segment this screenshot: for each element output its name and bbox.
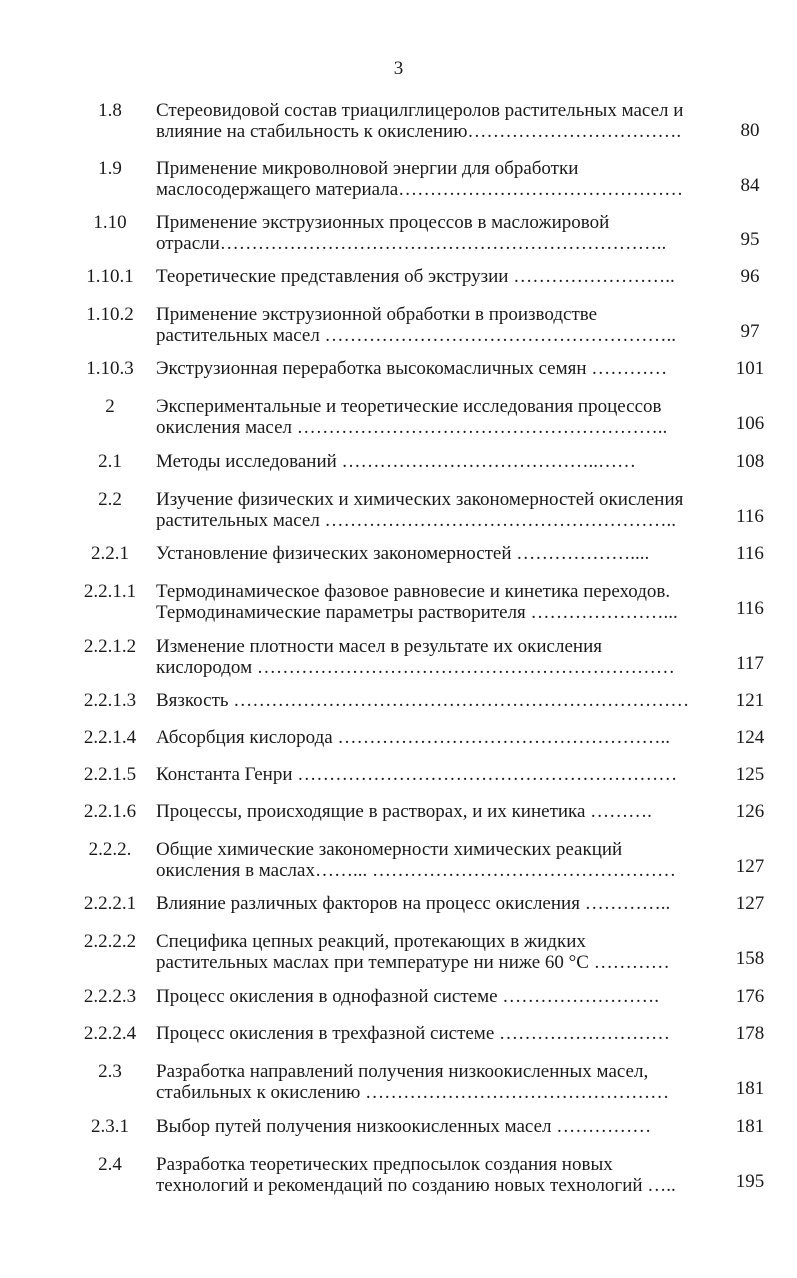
toc-entry-title bbox=[156, 304, 716, 346]
toc-entry-page: 181 bbox=[735, 1078, 765, 1099]
toc-entry-title bbox=[156, 801, 716, 822]
toc-entry-number: 2.2 bbox=[98, 489, 122, 510]
toc-entry-title-line: Методы исследований …………………………………..…… bbox=[156, 451, 637, 472]
toc-entry-title-line: Разработка теоретических предпосылок создания новых bbox=[156, 1154, 613, 1175]
toc-entry-page: 127 bbox=[735, 856, 765, 877]
toc-entry-title-line: Теоретические представления об экструзии …………………….. bbox=[156, 266, 675, 287]
toc-entry-title bbox=[156, 727, 716, 748]
toc-entry-number: 1.8 bbox=[98, 100, 122, 121]
toc-entry-title-line: Термодинамические параметры растворителя …………………... bbox=[156, 602, 678, 623]
toc-entry-number: 2.2.1.6 bbox=[83, 801, 137, 822]
toc-entry-page: 176 bbox=[735, 986, 765, 1007]
toc-entry-number: 2.2.1.3 bbox=[83, 690, 137, 711]
toc-entry-number: 2.4 bbox=[98, 1154, 122, 1175]
toc-entry-page: 195 bbox=[735, 1171, 765, 1192]
toc-entry-title-line: Константа Генри …………………………………………………… bbox=[156, 764, 678, 785]
toc-entry-title bbox=[156, 489, 716, 531]
toc-entry-title-line: Общие химические закономерности химических реакций bbox=[156, 839, 623, 860]
toc-entry-title-line: Изучение физических и химических закономерностей окисления bbox=[156, 489, 684, 510]
toc-entry-page: 96 bbox=[740, 266, 760, 287]
toc-entry-number: 2.2.2.4 bbox=[83, 1023, 137, 1044]
toc-entry-title bbox=[156, 931, 716, 973]
toc-entry-number: 2.1 bbox=[98, 451, 122, 472]
toc-entry-title bbox=[156, 396, 716, 438]
toc-entry-title-line: Выбор путей получения низкоокисленных масел …………… bbox=[156, 1116, 652, 1137]
toc-entry-page: 108 bbox=[735, 451, 765, 472]
toc-entry-page: 178 bbox=[735, 1023, 765, 1044]
toc-entry-number: 2.3.1 bbox=[91, 1116, 129, 1137]
toc-entry-title-line: технологий и рекомендаций по созданию новых технологий ….. bbox=[156, 1175, 676, 1196]
toc-entry-title-line: отрасли…………………………………………………………….. bbox=[156, 233, 667, 254]
toc-entry-title-line: Разработка направлений получения низкоокисленных масел, bbox=[156, 1061, 649, 1082]
toc-entry-title-line: Экструзионная переработка высокомасличных семян ………… bbox=[156, 358, 668, 379]
toc-entry-title-line: Специфика цепных реакций, протекающих в жидких bbox=[156, 931, 586, 952]
toc-entry-page: 124 bbox=[735, 727, 765, 748]
toc-entry-page: 80 bbox=[740, 120, 760, 141]
toc-entry-page: 125 bbox=[735, 764, 765, 785]
toc-entry-title-line: растительных масел ……………………………………………….. bbox=[156, 325, 677, 346]
toc-entry-page: 95 bbox=[740, 229, 760, 250]
toc-entry-title-line: окисления в маслах……... ………………………………………… bbox=[156, 860, 676, 881]
toc-entry-number: 2.2.2.1 bbox=[83, 893, 137, 914]
toc-entry-page: 126 bbox=[735, 801, 765, 822]
toc-entry-title-line: Применение микроволновой энергии для обработки bbox=[156, 158, 579, 179]
toc-entry-number: 2 bbox=[105, 396, 115, 417]
toc-entry-number: 1.10.1 bbox=[86, 266, 134, 287]
toc-entry-page: 181 bbox=[735, 1116, 765, 1137]
toc-entry-page: 116 bbox=[736, 543, 764, 564]
toc-entry-number: 2.2.1.2 bbox=[83, 636, 137, 657]
toc-entry-title bbox=[156, 543, 716, 564]
toc-entry-page: 127 bbox=[735, 893, 765, 914]
toc-entry-title bbox=[156, 1023, 716, 1044]
toc-entry-number: 2.2.1.5 bbox=[83, 764, 137, 785]
toc-entry-title bbox=[156, 100, 716, 142]
toc-entry-title bbox=[156, 690, 716, 711]
toc-entry-title-line: Процессы, происходящие в растворах, и их кинетика ………. bbox=[156, 801, 652, 822]
toc-entry-page: 101 bbox=[735, 358, 765, 379]
toc-entry-title-line: маслосодержащего материала……………………………………… bbox=[156, 179, 684, 200]
toc-entry-title-line: растительных масел ……………………………………………….. bbox=[156, 510, 677, 531]
toc-entry-title bbox=[156, 893, 716, 914]
toc-entry-title-line: Процесс окисления в однофазной системе ……………………. bbox=[156, 986, 660, 1007]
toc-entry-title bbox=[156, 839, 716, 881]
toc-entry-title bbox=[156, 158, 716, 200]
toc-entry-page: 117 bbox=[736, 653, 764, 674]
page-number: 3 bbox=[393, 58, 404, 79]
toc-entry-title-line: кислородом ………………………………………………………… bbox=[156, 657, 675, 678]
toc-entry-title bbox=[156, 451, 716, 472]
toc-entry-title-line: влияние на стабильность к окислению……………………………. bbox=[156, 121, 682, 142]
toc-entry-page: 116 bbox=[736, 506, 764, 527]
toc-entry-title-line: окисления масел ………………………………………………….. bbox=[156, 417, 668, 438]
toc-entry-number: 1.10.2 bbox=[86, 304, 134, 325]
toc-entry-title bbox=[156, 266, 716, 287]
toc-entry-title-line: Абсорбция кислорода …………………………………………….. bbox=[156, 727, 670, 748]
toc-entry-title bbox=[156, 1154, 716, 1196]
toc-entry-title-line: Изменение плотности масел в результате их окисления bbox=[156, 636, 602, 657]
toc-entry-title bbox=[156, 212, 716, 254]
toc-entry-number: 2.2.1.4 bbox=[83, 727, 137, 748]
toc-entry-number: 1.10 bbox=[93, 212, 127, 233]
toc-entry-number: 2.3 bbox=[98, 1061, 122, 1082]
toc-entry-title-line: Термодинамическое фазовое равновесие и кинетика переходов. bbox=[156, 581, 671, 602]
toc-entry-title bbox=[156, 581, 716, 623]
toc-entry-title-line: Вязкость ……………………………………………………………… bbox=[156, 690, 690, 711]
toc-entry-number: 2.2.1.1 bbox=[83, 581, 137, 602]
toc-entry-title-line: Стереовидовой состав триацилглицеролов растительных масел и bbox=[156, 100, 684, 121]
toc-entry-page: 121 bbox=[735, 690, 765, 711]
toc-entry-number: 2.2.2. bbox=[88, 839, 132, 860]
toc-entry-page: 97 bbox=[740, 321, 760, 342]
toc-entry-title bbox=[156, 986, 716, 1007]
toc-entry-title-line: стабильных к окислению ………………………………………… bbox=[156, 1082, 670, 1103]
toc-entry-title-line: растительных маслах при температуре ни ниже 60 °С ………… bbox=[156, 952, 670, 973]
toc-entry-title bbox=[156, 1061, 716, 1103]
toc-entry-title bbox=[156, 358, 716, 379]
toc-entry-title bbox=[156, 1116, 716, 1137]
toc-entry-title-line: Применение экструзионных процессов в масложировой bbox=[156, 212, 610, 233]
toc-entry-title-line: Экспериментальные и теоретические исследования процессов bbox=[156, 396, 662, 417]
toc-entry-title-line: Установление физических закономерностей ……………….... bbox=[156, 543, 650, 564]
toc-entry-title-line: Применение экструзионной обработки в производстве bbox=[156, 304, 598, 325]
toc-entry-title-line: Процесс окисления в трехфазной системе ……………………… bbox=[156, 1023, 671, 1044]
toc-entry-title-line: Влияние различных факторов на процесс окисления ………….. bbox=[156, 893, 671, 914]
toc-entry-number: 2.2.1 bbox=[91, 543, 129, 564]
toc-entry-page: 158 bbox=[735, 948, 765, 969]
toc-entry-page: 106 bbox=[735, 413, 765, 434]
toc-entry-title bbox=[156, 764, 716, 785]
toc-entry-number: 2.2.2.2 bbox=[83, 931, 137, 952]
toc-entry-number: 1.9 bbox=[98, 158, 122, 179]
toc-entry-number: 2.2.2.3 bbox=[83, 986, 137, 1007]
toc-entry-number: 1.10.3 bbox=[86, 358, 134, 379]
toc-entry-title bbox=[156, 636, 716, 678]
toc-entry-page: 116 bbox=[736, 598, 764, 619]
toc-entry-page: 84 bbox=[740, 175, 760, 196]
